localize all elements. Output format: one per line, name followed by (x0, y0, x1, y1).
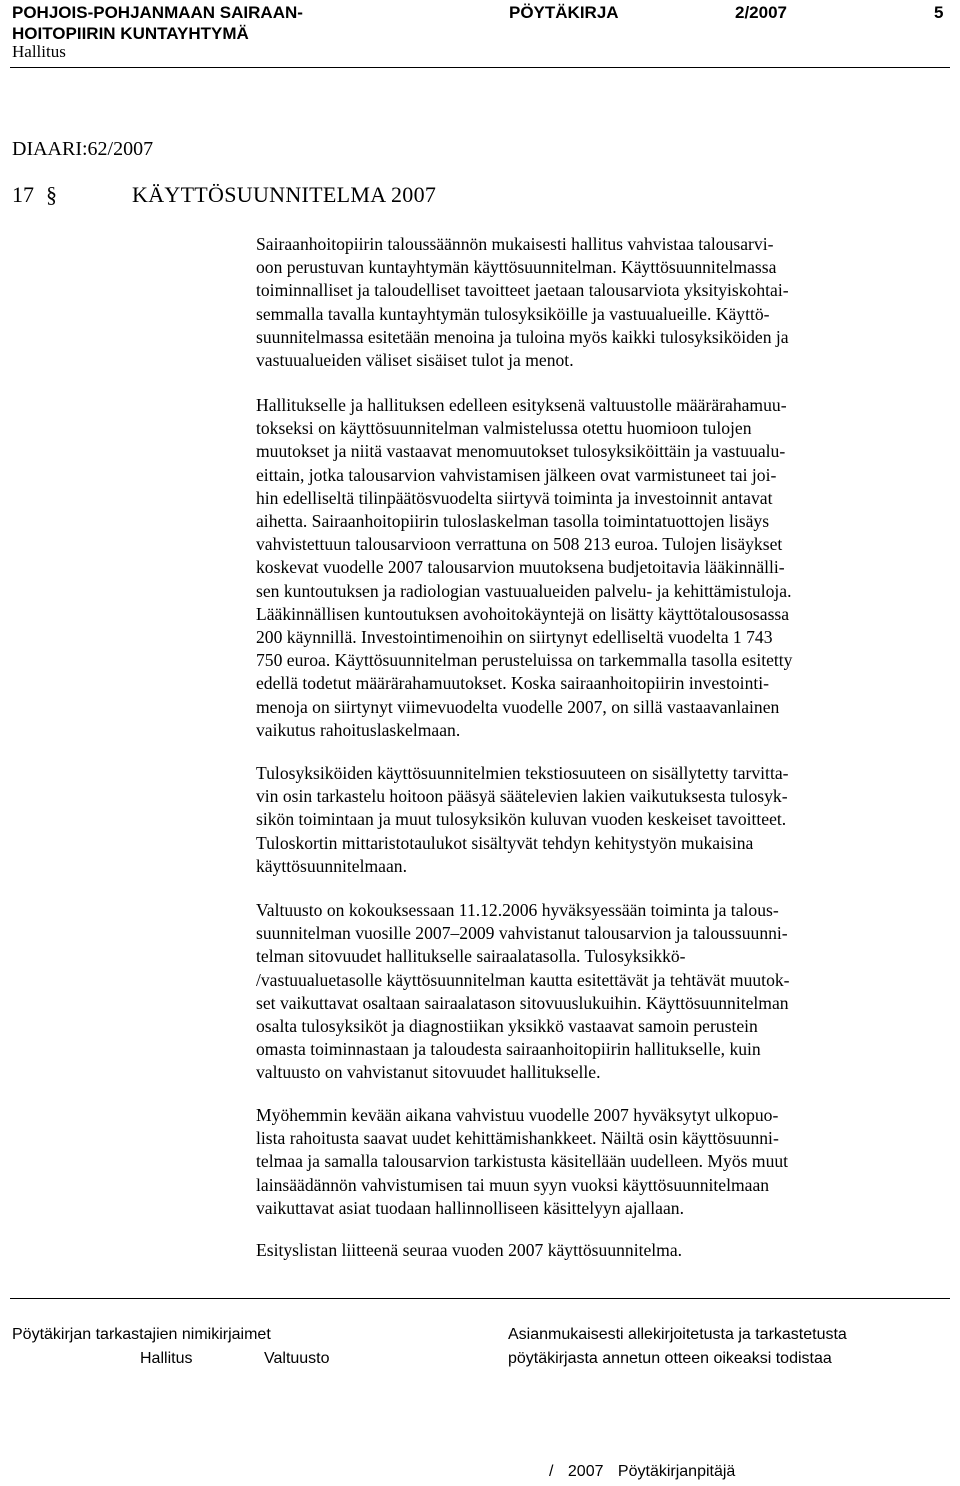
paragraph-line: suunnitelman vuosille 2007–2009 vahvistanut talousarvion ja taloussuunni- (256, 923, 788, 944)
section-number: 17 (12, 182, 34, 207)
paragraph-line: koskevat vuodelle 2007 talousarvion muutoksena budjetoitavia lääkinnälli- (256, 557, 785, 578)
paragraph-line: valtuusto on vahvistanut sitovuudet hallitukselle. (256, 1062, 601, 1083)
diaari-number: DIAARI:62/2007 (12, 138, 154, 160)
paragraph-5 (256, 1104, 950, 1220)
minutes-keeper-line: / 2007 Pöytäkirjanpitäjä (549, 1463, 736, 1480)
page-number: 5 (934, 3, 944, 22)
paragraph-line: /vastuualuetasolle käyttösuunnitelman kautta esitettävät ja tehtävät muutok- (256, 969, 790, 990)
paragraph-line: edellä todetut määrärahamuutokset. Koska sairaanhoitopiirin investointi- (256, 673, 770, 694)
section-symbol: § (46, 182, 57, 207)
reviewer-valtuusto-label: Valtuusto (264, 1350, 330, 1367)
paragraph-1 (256, 233, 950, 372)
paragraph-line: omasta toiminnastaan ja taloudesta sairaanhoitopiirin hallitukselle, kuin (256, 1039, 761, 1060)
paragraph-line: vaikutus rahoituslaskelmaan. (256, 719, 461, 740)
paragraph-line: oon perustuvan kuntayhtymän käyttösuunnitelman. Käyttösuunnitelmassa (256, 257, 777, 278)
paragraph-3 (256, 762, 950, 878)
paragraph-line: Tulosyksiköiden käyttösuunnitelmien tekstiosuuteen on sisällytetty tarvitta- (256, 763, 789, 783)
paragraph-line: telman sitovuudet hallitukselle sairaalatasolla. Tulosyksikkö- (256, 946, 686, 967)
paragraph-line: aihetta. Sairaanhoitopiirin tuloslaskelman tasolla toimintatuottojen lisäys (256, 511, 770, 532)
organization-name-line2: HOITOPIIRIN KUNTAYHTYMÄ (12, 24, 249, 43)
paragraph-line: Sairaanhoitopiirin taloussäännön mukaisesti hallitus vahvistaa talousarvi- (256, 234, 774, 254)
paragraph-line: sikön toimintaan ja muut tulosyksikön kuluvan vuoden keskeiset tavoitteet. (256, 809, 787, 830)
section-title: KÄYTTÖSUUNNITELMA 2007 (132, 182, 437, 207)
paragraph-line: 750 euroa. Käyttösuunnitelman perusteluissa on tarkemmalla tasolla esitetty (256, 650, 793, 671)
paragraph-line: Hallitukselle ja hallituksen edelleen esityksenä valtuustolle määrärahamuu- (256, 395, 787, 415)
paragraph-line: muutokset ja niitä vastaavat menomuutokset tulosyksiköittäin ja vastuualu- (256, 441, 786, 462)
paragraph-line: hin edelliseltä tilinpäätösvuodelta siirtyvä toiminta ja investoinnit antavat (256, 487, 773, 508)
paragraph-line: vaikuttavat asiat tuodaan hallinnolliseen käsittelyyn ajallaan. (256, 1197, 684, 1218)
footer-divider (10, 1298, 950, 1299)
paragraph-line: telmaa ja samalla talousarvion tarkistusta käsitellään uudelleen. Myös muut (256, 1151, 789, 1172)
reviewer-hallitus-label: Hallitus (140, 1350, 193, 1367)
paragraph-line: tokseksi on käyttösuunnitelman valmistelussa otettu huomioon tulojen (256, 418, 752, 439)
paragraph-line: käyttösuunnitelmaan. (256, 855, 407, 876)
paragraph-line: toiminnalliset ja taloudelliset tavoitteet jaetaan talousarviota yksityiskohtai- (256, 280, 789, 301)
paragraph-2 (256, 394, 950, 742)
paragraph-line: Lääkinnällisen kuntoutuksen avohoitokäyntejä on lisätty käyttötalousosassa (256, 603, 790, 624)
certification-line1: Asianmukaisesti allekirjoitetusta ja tarkastetusta (508, 1326, 847, 1343)
paragraph-line: lista rahoitusta saavat uudet kehittämishankkeet. Näiltä osin käyttösuunni- (256, 1128, 779, 1149)
paragraph-6 (256, 1239, 950, 1262)
paragraph-line: eittain, jotka talousarvion vahvistamisen jälkeen ovat varmistuneet tai joi- (256, 464, 777, 485)
body-name: Hallitus (12, 42, 66, 61)
document-number: 2/2007 (735, 3, 787, 22)
paragraph-line: osalta tulosyksiköt ja diagnostiikan yksikkö vastaavat samoin perustein (256, 1016, 758, 1037)
paragraph-line: sen kuntoutuksen ja radiologian vastuualueiden palvelu- ja kehittämistuloja. (256, 580, 792, 601)
reviewers-initials-label: Pöytäkirjan tarkastajien nimikirjaimet (12, 1326, 271, 1343)
document-type: PÖYTÄKIRJA (509, 3, 619, 22)
organization-name (12, 2, 303, 44)
header-divider (10, 67, 950, 68)
paragraph-line: Esityslistan liitteenä seuraa vuoden 2007 käyttösuunnitelma. (256, 1240, 683, 1260)
paragraph-line: set vaikuttavat osaltaan sairaalatason sitovuuslukuihin. Käyttösuunnitelman (256, 992, 789, 1013)
organization-name-line1: POHJOIS-POHJANMAAN SAIRAAN- (12, 3, 303, 22)
paragraph-line: Tuloskortin mittaristotaulukot sisältyvät tehdyn kehitystyön mukaisina (256, 832, 754, 853)
paragraph-line: vastuualueiden väliset sisäiset tulot ja menot. (256, 350, 574, 371)
paragraph-line: 200 käynnillä. Investointimenoihin on siirtynyt edelliseltä vuodelta 1 743 (256, 627, 773, 648)
paragraph-4 (256, 899, 950, 1085)
paragraph-line: menoja on siirtynyt viimevuodelta vuodelle 2007, on sillä vastaavanlainen (256, 696, 780, 717)
certification-line2: pöytäkirjasta annetun otteen oikeaksi todistaa (508, 1350, 832, 1367)
paragraph-line: Myöhemmin kevään aikana vahvistuu vuodelle 2007 hyväksytyt ulkopuo- (256, 1105, 779, 1125)
paragraph-line: semmalla tavalla kuntayhtymän tulosyksiköille ja vastuualueille. Käyttö- (256, 303, 770, 324)
paragraph-line: lainsäädännön vahvistumisen tai muun syyn vuoksi käyttösuunnitelmaan (256, 1174, 770, 1195)
paragraph-line: suunnitelmassa esitetään menoina ja tuloina myös kaikki tulosyksiköiden ja (256, 326, 789, 347)
paragraph-line: Valtuusto on kokouksessaan 11.12.2006 hyväksyessään toiminta ja talous- (256, 900, 779, 920)
paragraph-line: vahvistettuun talousarvioon verrattuna on 508 213 euroa. Tulojen lisäykset (256, 534, 783, 555)
paragraph-line: vin osin tarkastelu hoitoon pääsyä säätelevien lakien vaikutuksesta tulosyk- (256, 786, 788, 807)
